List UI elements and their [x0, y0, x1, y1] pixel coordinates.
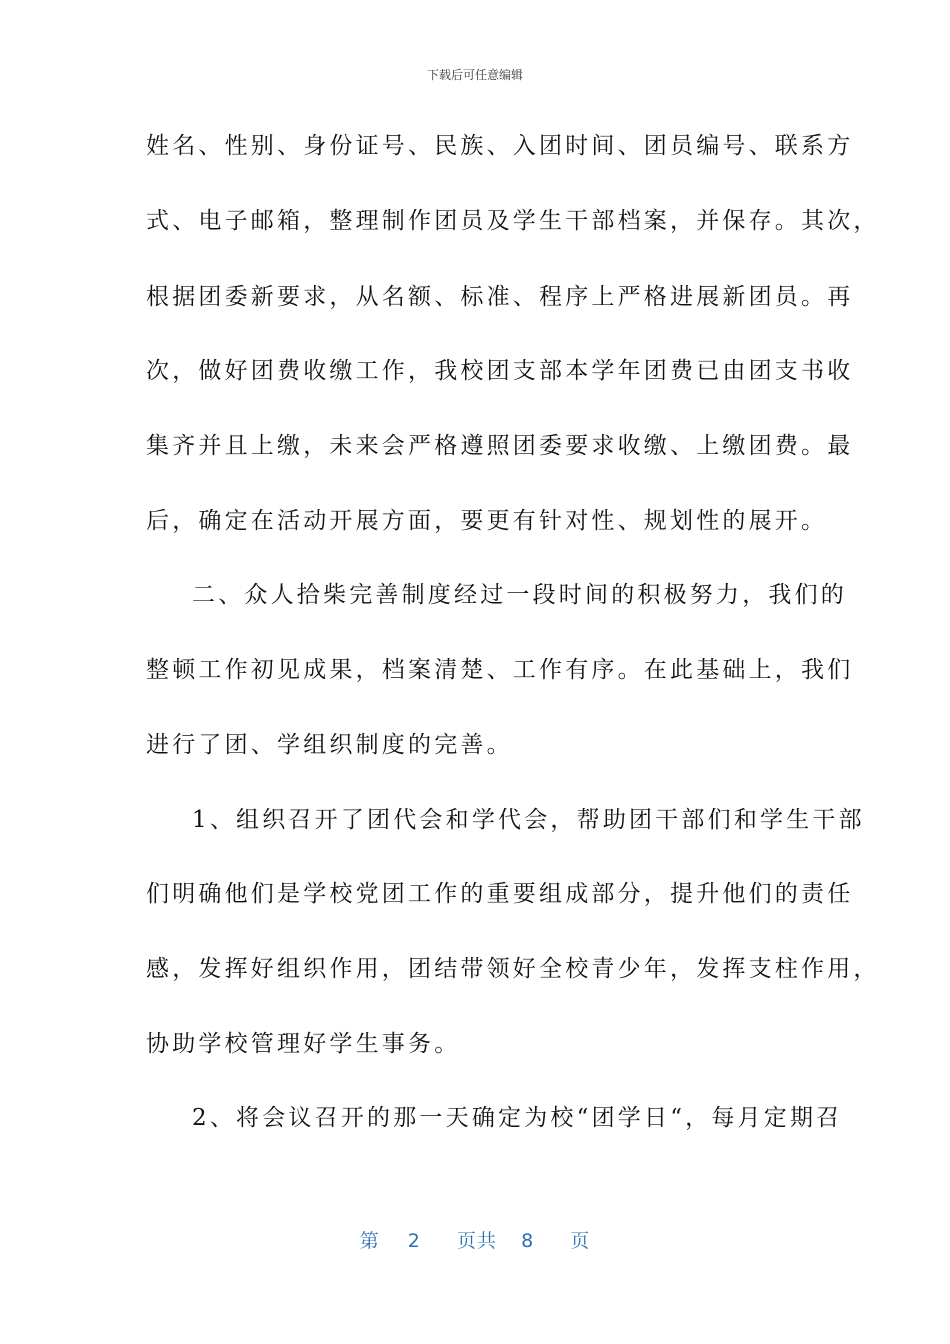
list-item-1: 1、组织召开了团代会和学代会，帮助团干部们和学生干部 — [192, 807, 865, 833]
footer-prefix: 第 — [359, 1230, 380, 1252]
text-line: 式、电子邮箱，整理制作团员及学生干部档案，并保存。其次， — [146, 208, 880, 234]
text-line: 后，确定在活动开展方面，要更有针对性、规划性的展开。 — [146, 508, 828, 534]
total-page-number: 8 — [521, 1230, 535, 1252]
current-page-number: 2 — [407, 1230, 421, 1252]
footer-suffix: 页 — [570, 1230, 591, 1252]
text-line: 姓名、性别、身份证号、民族、入团时间、团员编号、联系方 — [146, 133, 854, 159]
text-line: 进行了团、学组织制度的完善。 — [146, 732, 513, 758]
text-line: 次，做好团费收缴工作，我校团支部本学年团费已由团支书收 — [146, 358, 854, 384]
text-line: 集齐并且上缴，未来会严格遵照团委要求收缴、上缴团费。最 — [146, 433, 854, 459]
text-line: 协助学校管理好学生事务。 — [146, 1031, 461, 1057]
paragraph-heading: 二、众人拾柴完善制度经过一段时间的积极努力，我们的 — [192, 582, 847, 608]
text-line: 感，发挥好组织作用，团结带领好全校青少年，发挥支柱作用， — [146, 956, 880, 982]
header-note: 下载后可任意编辑 — [426, 68, 523, 82]
text-line: 们明确他们是学校党团工作的重要组成部分，提升他们的责任 — [146, 881, 854, 907]
text-line: 根据团委新要求，从名额、标准、程序上严格进展新团员。再 — [146, 284, 854, 310]
list-item-2: 2、将会议召开的那一天确定为校“团学日“，每月定期召 — [192, 1105, 843, 1131]
footer-middle: 页共 — [456, 1230, 497, 1252]
text-line: 整顿工作初见成果，档案清楚、工作有序。在此基础上，我们 — [146, 657, 854, 683]
page-footer — [0, 1226, 950, 1253]
